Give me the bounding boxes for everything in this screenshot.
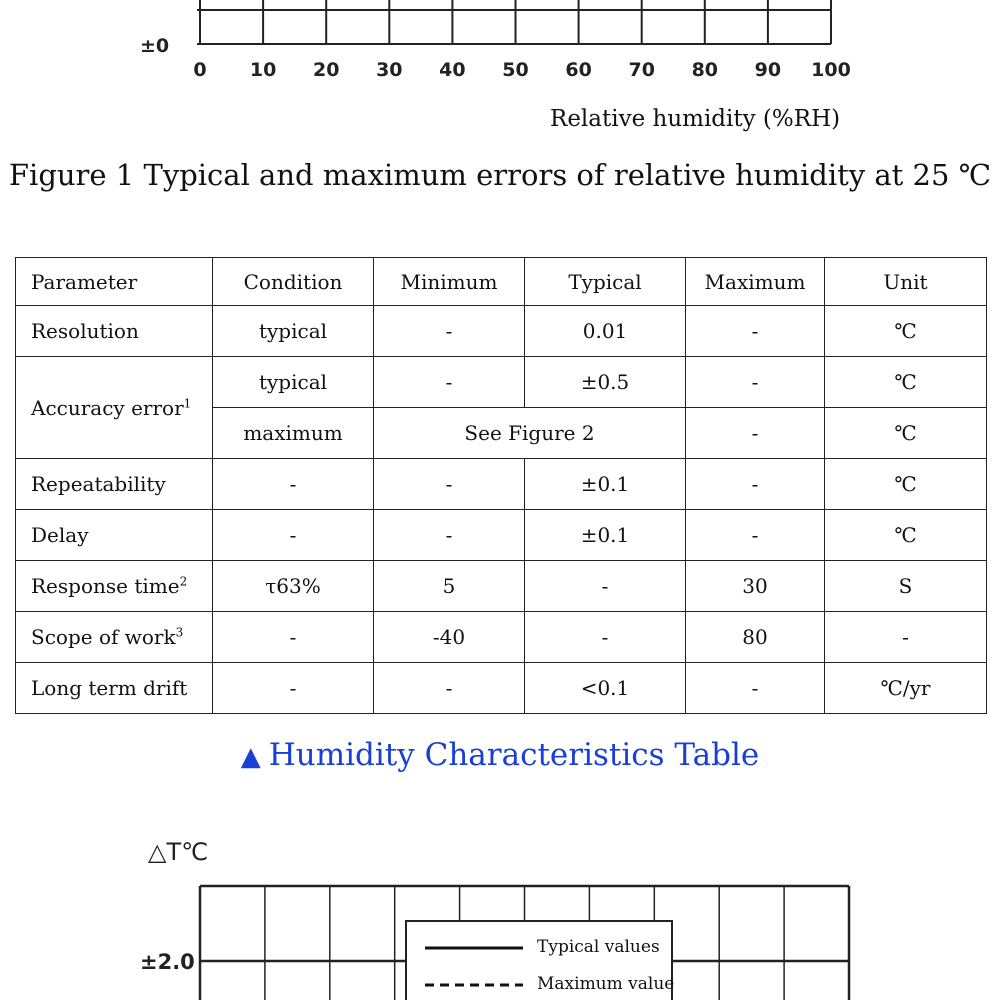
header-parameter: Parameter [16,258,213,306]
cell-unit: S [825,561,987,612]
cell-max: - [686,357,825,408]
cell-unit: ℃ [825,459,987,510]
table-caption [0,737,1000,773]
cell-min: - [374,357,525,408]
x-axis-title: Relative humidity (%RH) [550,106,841,132]
x-tick-label: 30 [376,59,403,81]
cell-param-text: Accuracy error [31,395,184,420]
cell-condition: - [213,663,374,714]
x-tick-label: 80 [691,59,719,81]
humidity-error-chart [0,0,1000,110]
cell-typ: 0.01 [525,306,686,357]
footnote-marker: 3 [175,625,184,640]
humidity-error-chart-plot [0,0,1000,110]
cell-typ: - [525,612,686,663]
cell-typ: - [525,561,686,612]
header-maximum: Maximum [686,258,825,306]
table-row [16,663,987,714]
cell-condition: τ63% [213,561,374,612]
figure-caption: Figure 1 Typical and maximum errors of relative humidity at 25 ℃ [8,158,992,192]
cell-unit: - [825,612,987,663]
cell-condition: - [213,510,374,561]
table-caption-text: Humidity Characteristics Table [268,737,760,773]
cell-param: Resolution [16,306,213,357]
cell-min: - [374,663,525,714]
cell-condition: maximum [213,408,374,459]
cell-min: - [374,306,525,357]
table-row [16,510,987,561]
cell-max: - [686,510,825,561]
x-tick-label: 10 [249,59,277,81]
x-tick-label: 0 [193,59,207,81]
cell-unit: ℃ [825,357,987,408]
cell-max: - [686,306,825,357]
table-row [16,306,987,357]
cell-param: Repeatability [16,459,213,510]
header-minimum: Minimum [374,258,525,306]
cell-max: - [686,663,825,714]
table-row [16,459,987,510]
table-row [16,612,987,663]
cell-param-text: Scope of work [31,625,176,649]
table-header-row [16,258,987,306]
y-axis-title: △T℃ [148,838,209,866]
cell-param [16,357,213,459]
cell-param: Long term drift [16,663,213,714]
cell-unit: ℃ [825,306,987,357]
cell-param-text: Response time [31,574,180,598]
triangle-icon: ▲ [240,742,261,772]
x-tick-label: 100 [811,59,851,81]
footnote-marker: 2 [179,574,188,589]
cell-unit: ℃ [825,510,987,561]
footnote-marker: 1 [183,395,192,410]
header-typical: Typical [525,258,686,306]
cell-typ: ±0.1 [525,459,686,510]
x-tick-label: 20 [312,59,340,81]
cell-unit: ℃/yr [825,663,987,714]
x-tick-label: 60 [565,59,592,81]
cell-min: 5 [374,561,525,612]
cell-typ: ±0.1 [525,510,686,561]
y-tick-label: ±0 [140,35,170,57]
legend-maximum-label: Maximum value [537,974,675,994]
header-unit: Unit [825,258,987,306]
x-tick-label: 90 [754,59,782,81]
cell-max: 30 [686,561,825,612]
cell-min: -40 [374,612,525,663]
cell-unit: ℃ [825,408,987,459]
header-condition: Condition [213,258,374,306]
chart-grid [197,10,831,44]
cell-param [16,561,213,612]
cell-typ: ±0.5 [525,357,686,408]
cell-max: - [686,408,825,459]
table-row [16,561,987,612]
cell-min: - [374,459,525,510]
cell-min: - [374,510,525,561]
cell-typ: <0.1 [525,663,686,714]
x-tick-label: 70 [628,59,655,81]
table-row [16,357,987,408]
cell-param: Delay [16,510,213,561]
cell-condition: - [213,612,374,663]
cell-condition: typical [213,357,374,408]
cell-condition: typical [213,306,374,357]
legend-typical-label: Typical values [537,937,660,957]
humidity-characteristics-table [15,257,987,714]
temperature-error-chart [0,830,1000,1000]
temperature-error-chart-plot [0,830,1000,1000]
cell-max: - [686,459,825,510]
cell-see-figure: See Figure 2 [374,408,686,459]
x-tick-label: 40 [439,59,466,81]
cell-max: 80 [686,612,825,663]
y-tick-label: ±2.0 [140,950,195,974]
cell-condition: - [213,459,374,510]
cell-param [16,612,213,663]
x-tick-label: 50 [502,59,529,81]
